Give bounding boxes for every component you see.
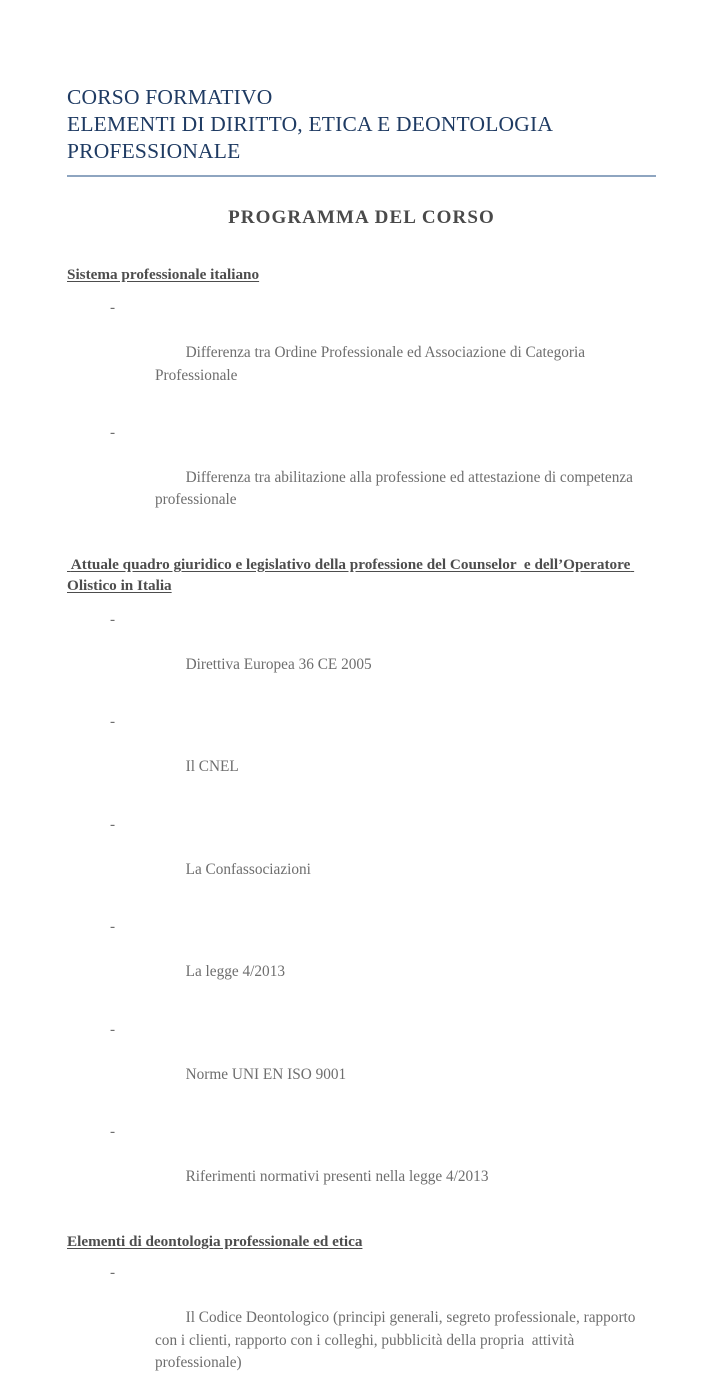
section-list-sistema-professionale-italiano: [67, 297, 656, 534]
bullet-dash-icon: -: [110, 815, 116, 833]
list-item: [67, 422, 656, 535]
document-body: [67, 264, 656, 1397]
list-item-text: Riferimenti normativi presenti nella legge 4/2013: [185, 1168, 489, 1185]
list-item: [67, 1121, 656, 1211]
document-title-line-3: PROFESSIONALE: [67, 139, 241, 163]
list-item: [67, 711, 656, 801]
bullet-dash-icon: -: [110, 299, 116, 316]
list-item-text: Differenza tra abilitazione alla professione ed attestazione di competenza professionale: [155, 468, 637, 508]
list-item: [67, 609, 656, 699]
document-title-line-1: CORSO FORMATIVO: [67, 85, 273, 109]
section-heading-sistema-professionale-italiano: Sistema professionale italiano: [67, 266, 260, 283]
program-heading: PROGRAMMA DEL CORSO: [228, 207, 495, 228]
list-item-text: Il Codice Deontologico (principi generali, segreto professionale, rapporto con i clienti, rapporto con i colleghi, pubblicità della propria attività professionale): [155, 1309, 640, 1371]
list-item: [67, 297, 656, 410]
bullet-dash-icon: -: [110, 918, 116, 935]
bullet-dash-icon: -: [110, 610, 116, 628]
section-heading-attuale-quadro-giuridico: Attuale quadro giuridico e legislativo della professione del Counselor e dell’Operatore Olistico in Italia: [67, 556, 635, 594]
section-heading-elementi-di-deontologia: Elementi di deontologia professionale ed etica: [67, 1233, 363, 1250]
list-item: [67, 1019, 656, 1109]
list-item-text: La legge 4/2013: [185, 963, 285, 980]
section-list-elementi-di-deontologia: [67, 1262, 656, 1397]
list-item-text: Differenza tra Ordine Professionale ed Associazione di Categoria Professionale: [155, 344, 589, 384]
list-item: [67, 814, 656, 904]
list-item: [67, 916, 656, 1006]
section-list-attuale-quadro-giuridico: [67, 609, 656, 1212]
list-item-text: Norme UNI EN ISO 9001: [185, 1065, 347, 1083]
list-item-text: La Confassociazioni: [185, 860, 311, 878]
document-title-line-2: ELEMENTI DI DIRITTO, ETICA E DEONTOLOGIA: [67, 112, 554, 136]
list-item: [67, 1262, 656, 1397]
title-divider-rule: [67, 175, 656, 177]
bullet-dash-icon: -: [110, 423, 116, 441]
bullet-dash-icon: -: [110, 1264, 116, 1281]
bullet-dash-icon: -: [110, 1020, 116, 1038]
list-item-text: Direttiva Europea 36 CE 2005: [185, 655, 372, 673]
bullet-dash-icon: -: [110, 713, 116, 730]
list-item-text: Il CNEL: [185, 758, 239, 775]
document-title: [67, 84, 667, 165]
bullet-dash-icon: -: [110, 1123, 116, 1140]
